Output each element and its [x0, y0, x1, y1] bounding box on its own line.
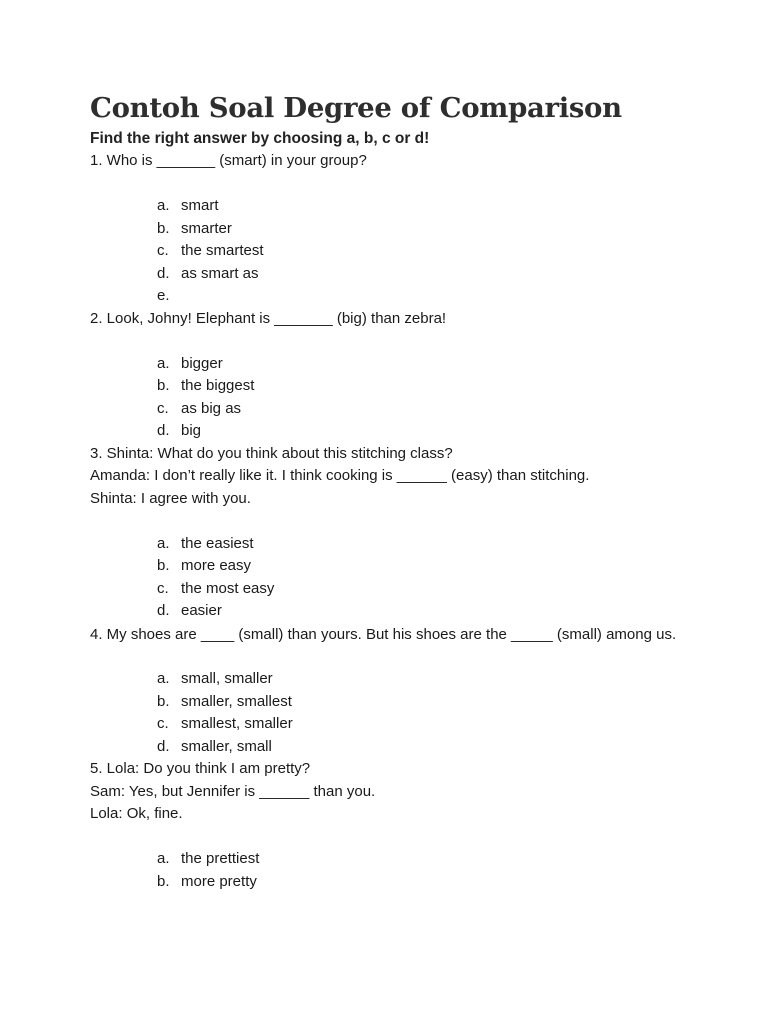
- question-4-options: [90, 668, 690, 758]
- question-5-dialogue: Lola: Ok, fine.: [90, 805, 183, 822]
- option-text: smaller, small: [181, 737, 272, 755]
- page-title: Contoh Soal Degree of Comparison: [90, 92, 622, 124]
- question-3-dialogue: Amanda: I don’t really like it. I think cooking is ______ (easy) than stitching.: [90, 467, 590, 484]
- option-letter: d.: [157, 264, 170, 282]
- option-letter: b.: [157, 557, 170, 574]
- question-2-options: [90, 353, 690, 443]
- option-item: [90, 285, 690, 308]
- option-letter: b.: [157, 377, 170, 394]
- option-text: easier: [181, 602, 222, 619]
- option-letter: c.: [157, 242, 169, 259]
- option-item: [90, 240, 690, 263]
- option-text: the prettiest: [181, 850, 260, 867]
- option-text: smallest, smaller: [181, 715, 293, 732]
- option-text: smarter: [181, 219, 232, 237]
- option-letter: d.: [157, 602, 170, 619]
- question-list: [90, 150, 690, 893]
- question-1-stem: 1. Who is _______ (smart) in your group?: [90, 152, 367, 169]
- option-item: [90, 420, 690, 443]
- option-item: [90, 375, 690, 398]
- option-letter: a.: [157, 850, 170, 867]
- option-item: [90, 195, 690, 218]
- option-item: [90, 713, 690, 736]
- option-text: smart: [181, 197, 219, 214]
- option-letter: c.: [157, 399, 169, 417]
- option-item: [90, 691, 690, 714]
- question-5-dialogue: Sam: Yes, but Jennifer is ______ than you.: [90, 782, 376, 800]
- option-text: big: [181, 422, 202, 439]
- question-2-stem: 2. Look, Johny! Elephant is _______ (big) than zebra!: [90, 309, 447, 327]
- option-letter: e.: [157, 287, 170, 304]
- option-item: [90, 848, 690, 871]
- spacer: [90, 826, 690, 849]
- option-letter: b.: [157, 692, 170, 710]
- option-text: the smartest: [181, 242, 264, 259]
- option-text: small, smaller: [181, 670, 273, 687]
- spacer: [90, 330, 690, 353]
- option-item: [90, 533, 690, 556]
- option-item: [90, 578, 690, 601]
- option-letter: a.: [157, 197, 170, 214]
- option-item: [90, 555, 690, 578]
- question-5-stem: 5. Lola: Do you think I am pretty?: [90, 760, 311, 777]
- spacer: [90, 173, 690, 196]
- question-1-options: [90, 195, 690, 308]
- option-text: more pretty: [181, 872, 257, 890]
- option-letter: d.: [157, 737, 170, 755]
- option-item: [90, 218, 690, 241]
- option-item: [90, 736, 690, 759]
- option-text: bigger: [181, 354, 223, 372]
- option-text: the most easy: [181, 579, 275, 597]
- option-letter: a.: [157, 534, 170, 552]
- option-letter: c.: [157, 715, 169, 732]
- option-text: more easy: [181, 557, 252, 574]
- option-item: [90, 353, 690, 376]
- option-item: [90, 263, 690, 286]
- option-text: as smart as: [181, 264, 259, 282]
- option-item: [90, 398, 690, 421]
- spacer: [90, 510, 690, 533]
- option-letter: b.: [157, 872, 170, 890]
- option-letter: b.: [157, 219, 170, 237]
- question-4-stem: 4. My shoes are ____ (small) than yours. But his shoes are the _____ (small) among us.: [90, 625, 677, 643]
- spacer: [90, 646, 690, 669]
- option-letter: c.: [157, 579, 169, 597]
- instruction-text: Find the right answer by choosing a, b, c or d!: [90, 130, 430, 147]
- option-text: the biggest: [181, 377, 255, 394]
- option-item: [90, 668, 690, 691]
- option-item: [90, 871, 690, 894]
- option-item: [90, 600, 690, 623]
- option-text: the easiest: [181, 534, 254, 552]
- question-3-dialogue: Shinta: I agree with you.: [90, 489, 251, 507]
- question-3-stem: 3. Shinta: What do you think about this stitching class?: [90, 444, 453, 462]
- option-text: as big as: [181, 399, 242, 417]
- option-letter: a.: [157, 354, 170, 372]
- question-3-options: [90, 533, 690, 623]
- question-5-options: [90, 848, 690, 893]
- option-text: smaller, smallest: [181, 692, 292, 710]
- option-letter: d.: [157, 422, 170, 439]
- option-letter: a.: [157, 670, 170, 687]
